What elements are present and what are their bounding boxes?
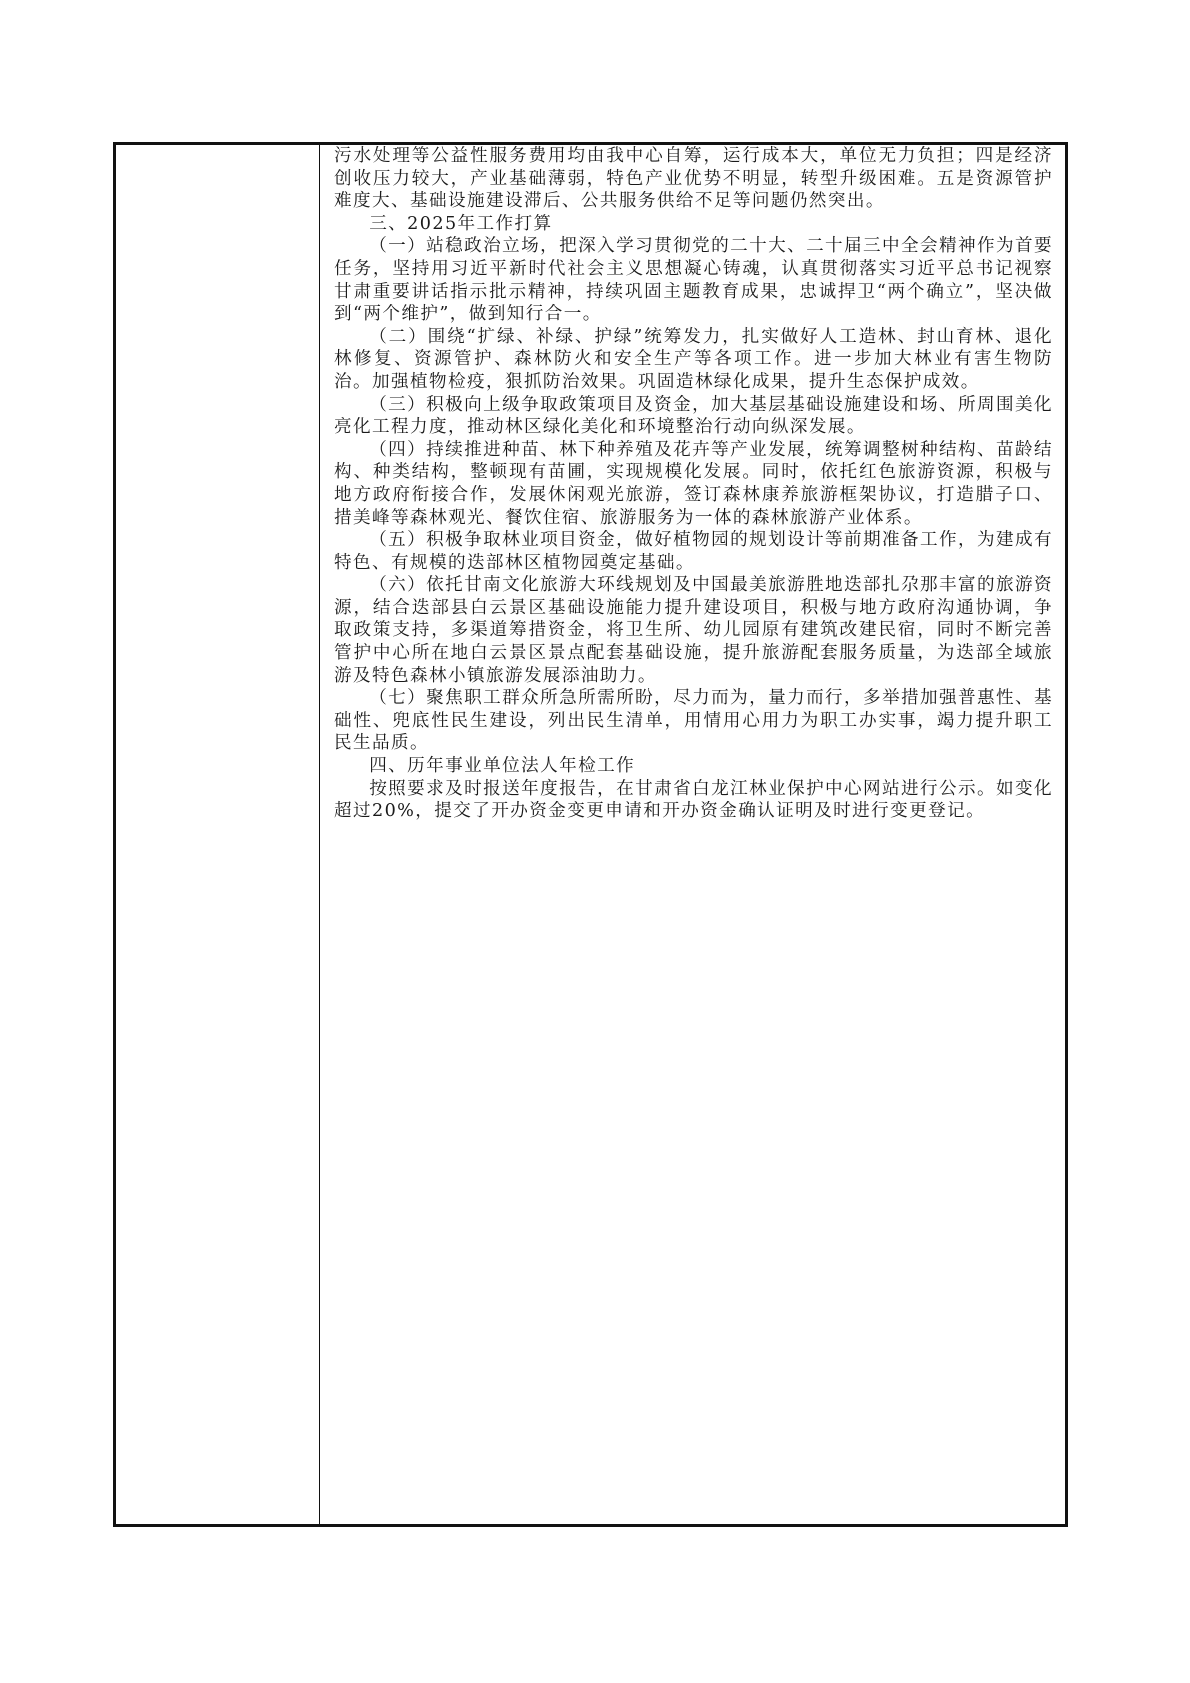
heading-section-4: 四、历年事业单位法人年检工作 — [369, 756, 636, 777]
paragraph-plan-6: （六）依托甘南文化旅游大环线规划及中国最美旅游胜地迭部扎尕那丰富的旅游资源，结合迭部县白云景区基础设施能力提升建设项目，积极与地方政府沟通协调，争取政策支持，多渠道筹措资金，将卫生所、幼儿园原有建筑改建民宿，同时不断完善管护中心所在地白云景区景点配套基础设施，提升旅游配套服务质量，为迭部全域旅游及特色森林小镇旅游发展添油助力。 — [334, 575, 1053, 686]
paragraph-plan-1: （一）站稳政治立场，把深入学习贯彻党的二十大、二十届三中全会精神作为首要任务，坚持用习近平新时代社会主义思想凝心铸魂，认真贯彻落实习近平总书记视察甘肃重要讲话指示批示精神，持续巩固主题教育成果，忠诚捍卫“两个确立”，坚决做到“两个维护”，做到知行合一。 — [334, 236, 1053, 325]
heading-section-3: 三、2025年工作打算 — [369, 213, 553, 234]
content-column — [320, 145, 1065, 1524]
report-table — [113, 142, 1068, 1527]
paragraph-problems-continued: 污水处理等公益性服务费用均由我中心自筹，运行成本大，单位无力负担；四是经济创收压力较大，产业基础薄弱，特色产业优势不明显，转型升级困难。五是资源管护难度大、基础设施建设滞后、公共服务供给不足等问题仍然突出。 — [334, 146, 1053, 212]
paragraph-plan-4: （四）持续推进种苗、林下种养殖及花卉等产业发展，统筹调整树种结构、苗龄结构、种类结构，整顿现有苗圃，实现规模化发展。同时，依托红色旅游资源，积极与地方政府衔接合作，发展休闲观光旅游，签订森林康养旅游框架协议，打造腊子口、措美峰等森林观光、餐饮住宿、旅游服务为一体的森林旅游产业体系。 — [334, 439, 1053, 528]
label-column — [116, 145, 320, 1524]
paragraph-plan-3: （三）积极向上级争取政策项目及资金，加大基层基础设施建设和场、所周围美化亮化工程力度，推动林区绿化美化和环境整治行动向纵深发展。 — [334, 394, 1053, 438]
paragraph-plan-7: （七）聚焦职工群众所急所需所盼，尽力而为，量力而行，多举措加强普惠性、基础性、兜底性民生建设，列出民生清单，用情用心用力为职工办实事，竭力提升职工民生品质。 — [334, 688, 1053, 754]
text-body — [334, 145, 1053, 823]
paragraph-annual-inspection: 按照要求及时报送年度报告，在甘肃省白龙江林业保护中心网站进行公示。如变化超过20%，提交了开办资金变更申请和开办资金确认证明及时进行变更登记。 — [334, 778, 1053, 822]
paragraph-plan-5: （五）积极争取林业项目资金，做好植物园的规划设计等前期准备工作，为建成有特色、有规模的迭部林区植物园奠定基础。 — [334, 530, 1053, 573]
paragraph-plan-2: （二）围绕“扩绿、补绿、护绿”统筹发力，扎实做好人工造林、封山育林、退化林修复、资源管护、森林防火和安全生产等各项工作。进一步加大林业有害生物防治。加强植物检疫，狠抓防治效果。巩固造林绿化成果，提升生态保护成效。 — [334, 326, 1053, 392]
